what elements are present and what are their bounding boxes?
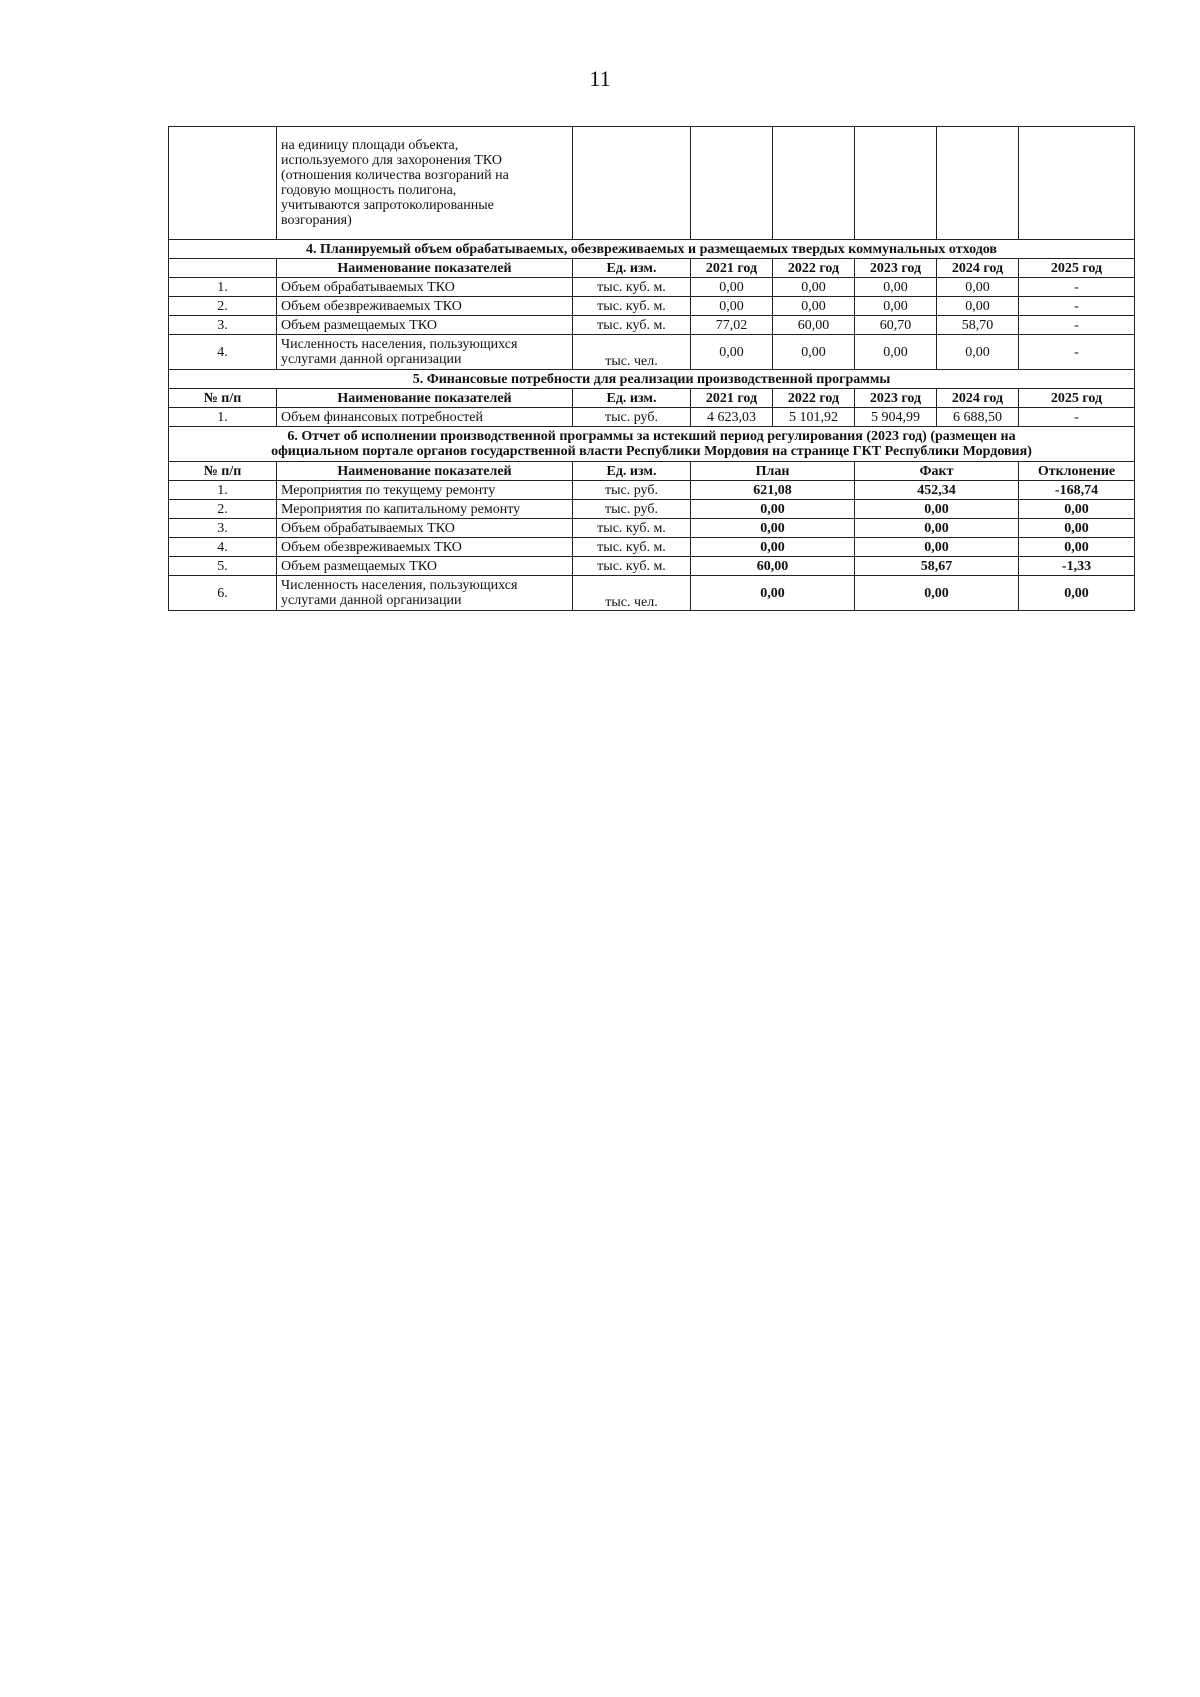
header-unit: Ед. изм. (573, 462, 691, 481)
value-deviation: 0,00 (1019, 538, 1135, 557)
value-fact: 0,00 (855, 519, 1019, 538)
empty-cell (855, 127, 937, 240)
value-plan: 621,08 (691, 481, 855, 500)
table-row (169, 297, 1135, 316)
continuation-line: на единицу площади объекта, (281, 138, 459, 153)
value-2023: 0,00 (855, 297, 937, 316)
empty-cell (691, 127, 773, 240)
value-2024: 0,00 (937, 278, 1019, 297)
continuation-row (169, 127, 1135, 240)
header-unit: Ед. изм. (573, 389, 691, 408)
value-fact: 58,67 (855, 557, 1019, 576)
value-2022: 0,00 (773, 335, 855, 370)
section5-title-row (169, 370, 1135, 389)
value-2024: 0,00 (937, 297, 1019, 316)
row-unit: тыс. чел. (573, 576, 691, 611)
row-unit: тыс. куб. м. (573, 538, 691, 557)
header-plan: План (691, 462, 855, 481)
section6-header-row (169, 462, 1135, 481)
row-number: 2. (169, 500, 277, 519)
row-unit: тыс. куб. м. (573, 297, 691, 316)
row-unit: тыс. руб. (573, 500, 691, 519)
value-fact: 0,00 (855, 576, 1019, 611)
row-name: Объем размещаемых ТКО (277, 557, 573, 576)
section4-title: 4. Планируемый объем обрабатываемых, обезвреживаемых и размещаемых твердых коммунальных отходов (169, 240, 1135, 259)
value-plan: 0,00 (691, 576, 855, 611)
value-fact: 452,34 (855, 481, 1019, 500)
header-2021: 2021 год (691, 389, 773, 408)
value-deviation: 0,00 (1019, 576, 1135, 611)
row-unit: тыс. куб. м. (573, 519, 691, 538)
value-2021: 0,00 (691, 278, 773, 297)
value-2024: 0,00 (937, 335, 1019, 370)
value-2022: 60,00 (773, 316, 855, 335)
row-number: 4. (169, 335, 277, 370)
table-row (169, 576, 1135, 611)
continuation-line: учитываются запротоколированные (281, 198, 494, 213)
row-name-line: Численность населения, пользующихся (281, 578, 518, 593)
table-row (169, 316, 1135, 335)
row-number: 4. (169, 538, 277, 557)
header-name: Наименование показателей (277, 462, 573, 481)
section5-header-row (169, 389, 1135, 408)
row-number: 6. (169, 576, 277, 611)
row-unit: тыс. куб. м. (573, 278, 691, 297)
table-row (169, 408, 1135, 427)
row-name: Объем обрабатываемых ТКО (277, 278, 573, 297)
document-table (168, 126, 1135, 611)
row-number: 1. (169, 481, 277, 500)
section4-title-row (169, 240, 1135, 259)
header-name: Наименование показателей (277, 259, 573, 278)
continuation-number-cell (169, 127, 277, 240)
value-deviation: 0,00 (1019, 519, 1135, 538)
value-2025: - (1019, 278, 1135, 297)
value-2025: - (1019, 408, 1135, 427)
empty-cell (1019, 127, 1135, 240)
row-unit: тыс. куб. м. (573, 316, 691, 335)
value-2025: - (1019, 335, 1135, 370)
empty-cell (937, 127, 1019, 240)
empty-cell (773, 127, 855, 240)
row-name: Объем обрабатываемых ТКО (277, 519, 573, 538)
value-2022: 0,00 (773, 278, 855, 297)
value-2021: 0,00 (691, 297, 773, 316)
section6-title-line: официальном портале органов государственной власти Республики Мордовия на странице ГКТ Республики Мордовия) (271, 444, 1032, 459)
row-name: Объем размещаемых ТКО (277, 316, 573, 335)
table-row (169, 557, 1135, 576)
table-row (169, 481, 1135, 500)
header-2022: 2022 год (773, 389, 855, 408)
header-number: № п/п (169, 462, 277, 481)
value-2023: 0,00 (855, 278, 937, 297)
row-unit: тыс. руб. (573, 408, 691, 427)
value-plan: 0,00 (691, 538, 855, 557)
row-name-line: услугами данной организации (281, 593, 462, 608)
section5-title: 5. Финансовые потребности для реализации производственной программы (169, 370, 1135, 389)
row-name: Мероприятия по капитальному ремонту (277, 500, 573, 519)
value-2021: 0,00 (691, 335, 773, 370)
header-2021: 2021 год (691, 259, 773, 278)
row-number: 5. (169, 557, 277, 576)
value-2023: 0,00 (855, 335, 937, 370)
value-2021: 77,02 (691, 316, 773, 335)
table-row (169, 335, 1135, 370)
table-row (169, 500, 1135, 519)
table-row (169, 519, 1135, 538)
continuation-line: используемого для захоронения ТКО (281, 153, 502, 168)
header-2025: 2025 год (1019, 389, 1135, 408)
row-name (277, 335, 573, 370)
continuation-text-cell (277, 127, 573, 240)
section6-title (169, 427, 1135, 462)
row-unit: тыс. куб. м. (573, 557, 691, 576)
section6-title-row (169, 427, 1135, 462)
row-unit: тыс. руб. (573, 481, 691, 500)
empty-cell (573, 127, 691, 240)
row-name: Мероприятия по текущему ремонту (277, 481, 573, 500)
section4-header-row (169, 259, 1135, 278)
value-2024: 58,70 (937, 316, 1019, 335)
row-unit: тыс. чел. (573, 335, 691, 370)
continuation-line: годовую мощность полигона, (281, 183, 457, 198)
value-2022: 0,00 (773, 297, 855, 316)
row-number: 1. (169, 408, 277, 427)
header-2022: 2022 год (773, 259, 855, 278)
value-plan: 0,00 (691, 500, 855, 519)
value-deviation: 0,00 (1019, 500, 1135, 519)
value-2025: - (1019, 297, 1135, 316)
value-2021: 4 623,03 (691, 408, 773, 427)
value-fact: 0,00 (855, 500, 1019, 519)
value-fact: 0,00 (855, 538, 1019, 557)
header-2023: 2023 год (855, 259, 937, 278)
page-number: 11 (589, 66, 611, 91)
value-plan: 0,00 (691, 519, 855, 538)
value-2023: 5 904,99 (855, 408, 937, 427)
row-name: Объем обезвреживаемых ТКО (277, 297, 573, 316)
value-2023: 60,70 (855, 316, 937, 335)
row-name: Объем финансовых потребностей (277, 408, 573, 427)
row-name-line: Численность населения, пользующихся (281, 337, 518, 352)
row-number: 3. (169, 519, 277, 538)
row-name-line: услугами данной организации (281, 352, 462, 367)
header-fact: Факт (855, 462, 1019, 481)
header-unit: Ед. изм. (573, 259, 691, 278)
row-number: 2. (169, 297, 277, 316)
header-name: Наименование показателей (277, 389, 573, 408)
header-deviation: Отклонение (1019, 462, 1135, 481)
table-row (169, 278, 1135, 297)
section6-title-line: 6. Отчет об исполнении производственной программы за истекший период регулирования (2023 год) (размещен на (287, 429, 1016, 444)
value-deviation: -1,33 (1019, 557, 1135, 576)
continuation-line: возгорания) (281, 213, 352, 228)
value-plan: 60,00 (691, 557, 855, 576)
header-2024: 2024 год (937, 259, 1019, 278)
value-2025: - (1019, 316, 1135, 335)
row-name (277, 576, 573, 611)
header-number: № п/п (169, 389, 277, 408)
value-2024: 6 688,50 (937, 408, 1019, 427)
row-number: 3. (169, 316, 277, 335)
value-deviation: -168,74 (1019, 481, 1135, 500)
row-name: Объем обезвреживаемых ТКО (277, 538, 573, 557)
value-2022: 5 101,92 (773, 408, 855, 427)
row-number: 1. (169, 278, 277, 297)
header-2024: 2024 год (937, 389, 1019, 408)
continuation-line: (отношения количества возгораний на (281, 168, 509, 183)
header-number (169, 259, 277, 278)
table-row (169, 538, 1135, 557)
header-2023: 2023 год (855, 389, 937, 408)
header-2025: 2025 год (1019, 259, 1135, 278)
